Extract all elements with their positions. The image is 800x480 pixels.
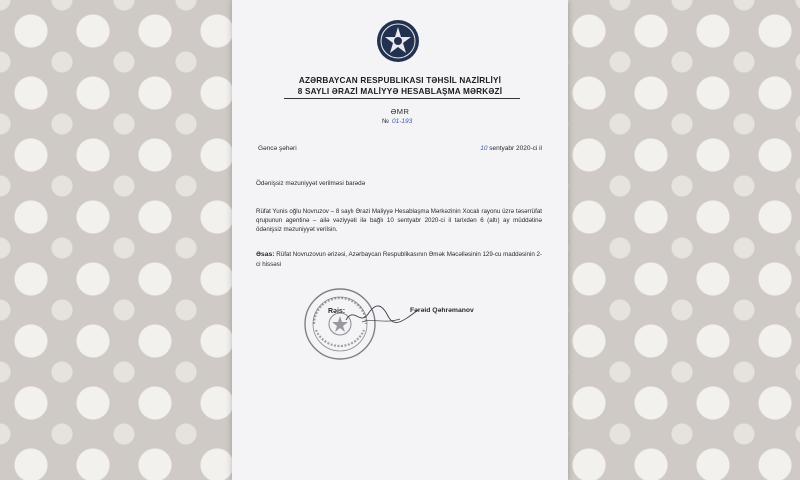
city-name: Gəncə şəhəri [258,145,297,152]
signer-name: Fərəid Qəhrəmanov [410,307,474,314]
handwritten-signature-icon [342,300,422,330]
order-subject: Ödənişsiz məzuniyyət verilməsi barədə [256,180,366,187]
state-emblem-icon [375,18,421,64]
basis-label: Əsas: [256,251,275,258]
basis-text: Rüfat Novruzovun ərizəsi, Azərbaycan Respublikasının Əmək Məcəlləsinin 129-cu maddəsinin 2-ci hissəsi [256,251,542,268]
order-date [480,145,542,152]
date-day: 10 [480,145,488,152]
order-basis [256,250,542,269]
order-number [382,118,412,125]
order-number-label: № [382,118,389,125]
date-rest: sentyabr 2020-ci il [489,145,542,152]
ministry-line-2: 8 SAYLI ƏRAZİ MALİYYƏ HESABLAŞMA MƏRKƏZİ [297,87,503,96]
order-body: Rüfat Yunis oğlu Novruzov – 8 saylı Ərazi Maliyyə Hesablaşma Mərkəzinin Xocalı rayonu üzrə təsərrüfat qrupunun agentinə – ailə vəziyyəti ilə bağlı 10 sentyabr 2020-ci il tarixdən 6 (altı) ay müddətinə ödənişsiz məzuniyyət verilsin. [256,208,542,233]
ministry-line-1: AZƏRBAYCAN RESPUBLIKASI TƏHSİL NAZİRLİYİ [298,76,502,85]
signature-label: Rəis: [328,308,346,315]
document-page [232,0,568,480]
order-number-value: 01-193 [391,118,413,125]
order-title: ƏMR [390,107,410,116]
header-rule [284,98,520,99]
ministry-header [232,75,568,97]
